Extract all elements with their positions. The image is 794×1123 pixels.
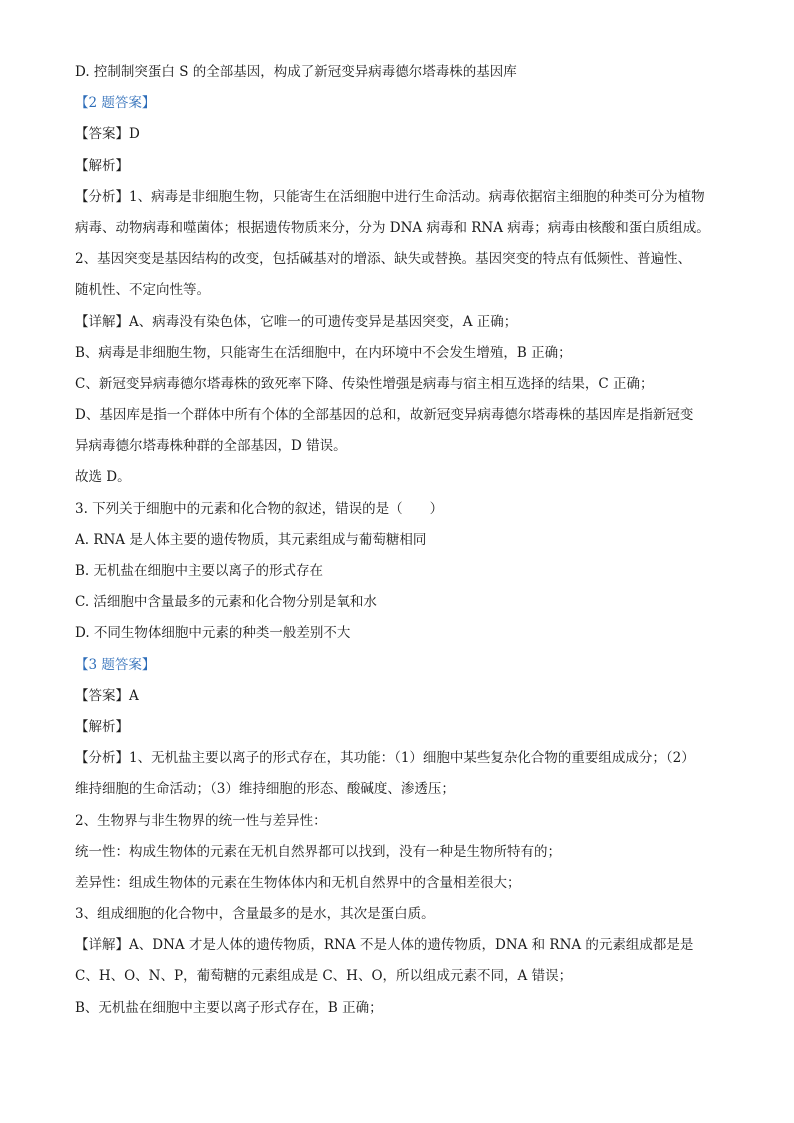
text-line: 差异性：组成生物体的元素在生物体体内和无机自然界中的含量相差很大； <box>75 874 521 891</box>
text-line: 【详解】A、DNA 才是人体的遗传物质，RNA 不是人体的遗传物质，DNA 和 RNA 的元素组成都是是 <box>75 937 694 954</box>
text-line: C、新冠变异病毒德尔塔毒株的致死率下降、传染性增强是病毒与宿主相互选择的结果，C 正确； <box>75 375 654 392</box>
text-line: B. 无机盐在细胞中主要以离子的形式存在 <box>75 563 324 579</box>
text-line: C、H、O、N、P，葡萄糖的元素组成是 C、H、O，所以组成元素不同，A 错误； <box>75 968 573 985</box>
text-line: D. 不同生物体细胞中元素的种类一般差别不大 <box>75 625 351 642</box>
text-line: 【解析】 <box>75 157 129 174</box>
text-line: 维持细胞的生命活动；（3）维持细胞的形态、酸碱度、渗透压； <box>75 781 455 798</box>
text-line: 异病毒德尔塔毒株种群的全部基因，D 错误。 <box>75 438 347 455</box>
text-line: 【答案】A <box>75 687 139 704</box>
text-line: 故选 D。 <box>75 469 131 486</box>
text-line: 3. 下列关于细胞中的元素和化合物的叙述，错误的是（ ） <box>75 500 444 517</box>
text-line: 【分析】1、无机盐主要以离子的形式存在，其功能：（1）细胞中某些复杂化合物的重要组成成分；（2） <box>75 750 695 767</box>
text-line: 【答案】D <box>75 126 140 143</box>
section-heading: 【3 题答案】 <box>75 656 156 673</box>
section-heading: 【2 题答案】 <box>75 95 156 112</box>
text-line: 2、生物界与非生物界的统一性与差异性： <box>75 812 327 829</box>
text-line: C. 活细胞中含量最多的元素和化合物分别是氧和水 <box>75 594 377 611</box>
text-line: B、病毒是非细胞生物，只能寄生在活细胞中，在内环境中不会发生增殖，B 正确； <box>75 344 572 361</box>
text-line: 病毒、动物病毒和噬菌体；根据遗传物质来分，分为 DNA 病毒和 RNA 病毒；病毒由核酸和蛋白质组成。 <box>75 219 710 236</box>
text-line: B、无机盐在细胞中主要以离子形式存在，B 正确； <box>75 999 383 1016</box>
text-line: 随机性、不定向性等。 <box>75 282 210 299</box>
text-line: 【详解】A、病毒没有染色体，它唯一的可遗传变异是基因突变，A 正确； <box>75 313 518 330</box>
text-line: D. 控制制突蛋白 S 的全部基因，构成了新冠变异病毒德尔塔毒株的基因库 <box>75 64 517 80</box>
text-line: 2、基因突变是基因结构的改变，包括碱基对的增添、缺失或替换。基因突变的特点有低频性、普遍性、 <box>75 251 692 268</box>
text-line: 3、组成细胞的化合物中，含量最多的是水，其次是蛋白质。 <box>75 906 435 923</box>
document-page <box>75 62 735 1029</box>
text-line: 统一性：构成生物体的元素在无机自然界都可以找到，没有一种是生物所特有的； <box>75 843 561 860</box>
text-line: 【分析】1、病毒是非细胞生物，只能寄生在活细胞中进行生命活动。病毒依据宿主细胞的种类可分为植物 <box>75 188 705 205</box>
text-line: D、基因库是指一个群体中所有个体的全部基因的总和，故新冠变异病毒德尔塔毒株的基因库是指新冠变 <box>75 407 694 424</box>
text-line: A. RNA 是人体主要的遗传物质，其元素组成与葡萄糖相同 <box>75 531 427 548</box>
text-line: 【解析】 <box>75 718 129 735</box>
